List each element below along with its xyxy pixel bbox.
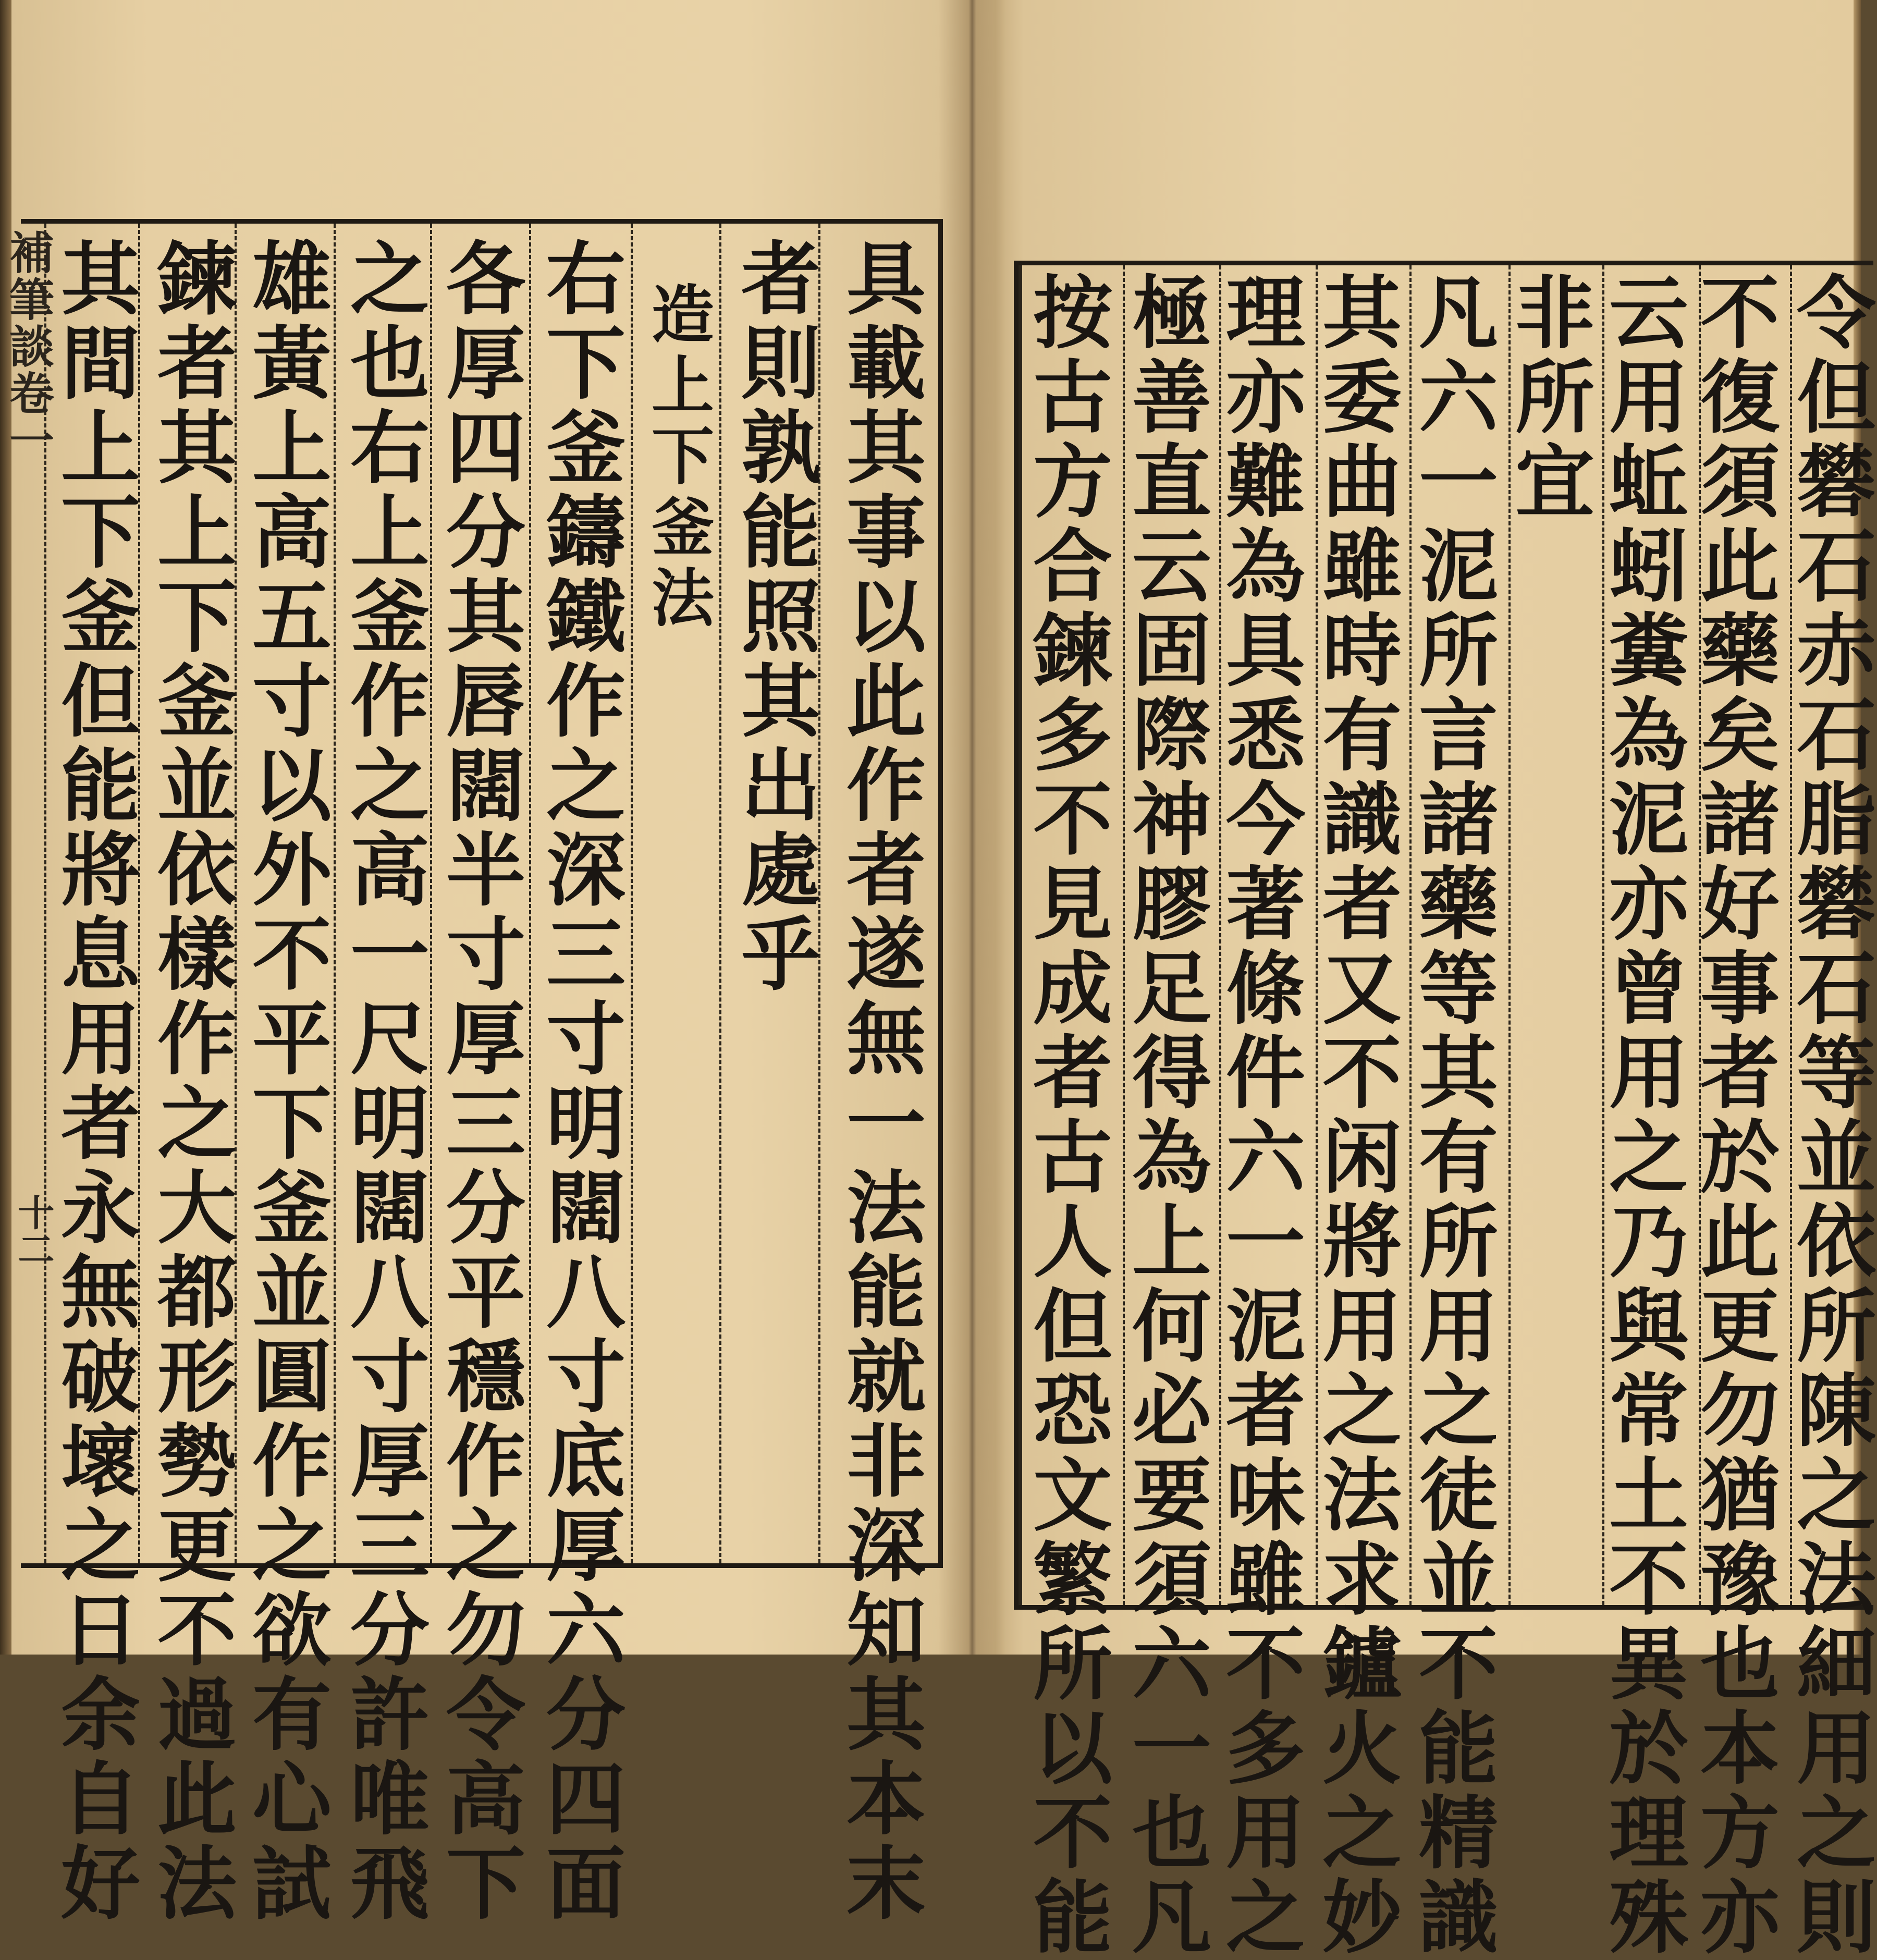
text-column-1: 具載其事以此作者遂無一法能就非深知其本末 xyxy=(833,237,927,1926)
text-column-3: 云用蚯蚓糞為泥亦曾用之乃與常土不異於理殊 xyxy=(1596,271,1689,1960)
text-column-6: 之也右上釜作之高一尺明闊八寸厚三分許唯飛 xyxy=(337,237,431,1926)
text-column-5: 凡六一泥所言諸藥等其有所用之徒並不能精識 xyxy=(1406,271,1499,1960)
text-column-7: 理亦難為具悉今著條件六一泥者味雖不多用之 xyxy=(1213,271,1306,1960)
running-head: 補筆談卷一 xyxy=(2,229,54,464)
text-column-5: 各厚四分其唇闊半寸厚三分平穩作之勿令高下 xyxy=(433,237,526,1926)
text-column-7: 雄黃上高五寸以外不平下釜並圓作之欲有心試 xyxy=(239,237,333,1926)
column-rule xyxy=(719,224,721,1563)
text-column-9: 按古方合鍊多不見成者古人但恐文繁所以不能 xyxy=(1020,271,1113,1960)
column-rule xyxy=(529,224,531,1563)
text-column-9: 其間上下釜但能將息用者永無破壞之日余自好 xyxy=(48,237,141,1926)
right-page xyxy=(970,0,1877,1960)
text-column-2: 不復須此藥矣諸好事者於此更勿猶豫也本方亦 xyxy=(1687,271,1781,1960)
text-column-8: 鍊者其上下釜並依樣作之大都形勢更不過此法 xyxy=(144,237,238,1926)
text-column-4: 右下釜鑄鐵作之深三寸明闊八寸底厚六分四面 xyxy=(533,237,627,1926)
folio: 十二 xyxy=(12,1194,55,1267)
text-column-8: 極善直云固際神膠足得為上何必要須六一也凡 xyxy=(1119,271,1212,1960)
section-heading: 造上下釜法 xyxy=(641,281,715,636)
text-column-6: 其委曲雖時有識者又不闲將用之法求鑪火之妙 xyxy=(1309,271,1403,1960)
text-column-4: 非所宜 xyxy=(1502,271,1596,524)
text-column-1: 令但礬石赤石脂礬石等並依所陳之法細用之則 xyxy=(1784,271,1877,1960)
column-rule xyxy=(334,224,336,1563)
column-rule xyxy=(631,224,633,1563)
text-column-2: 者則孰能照其出處乎 xyxy=(728,237,821,997)
